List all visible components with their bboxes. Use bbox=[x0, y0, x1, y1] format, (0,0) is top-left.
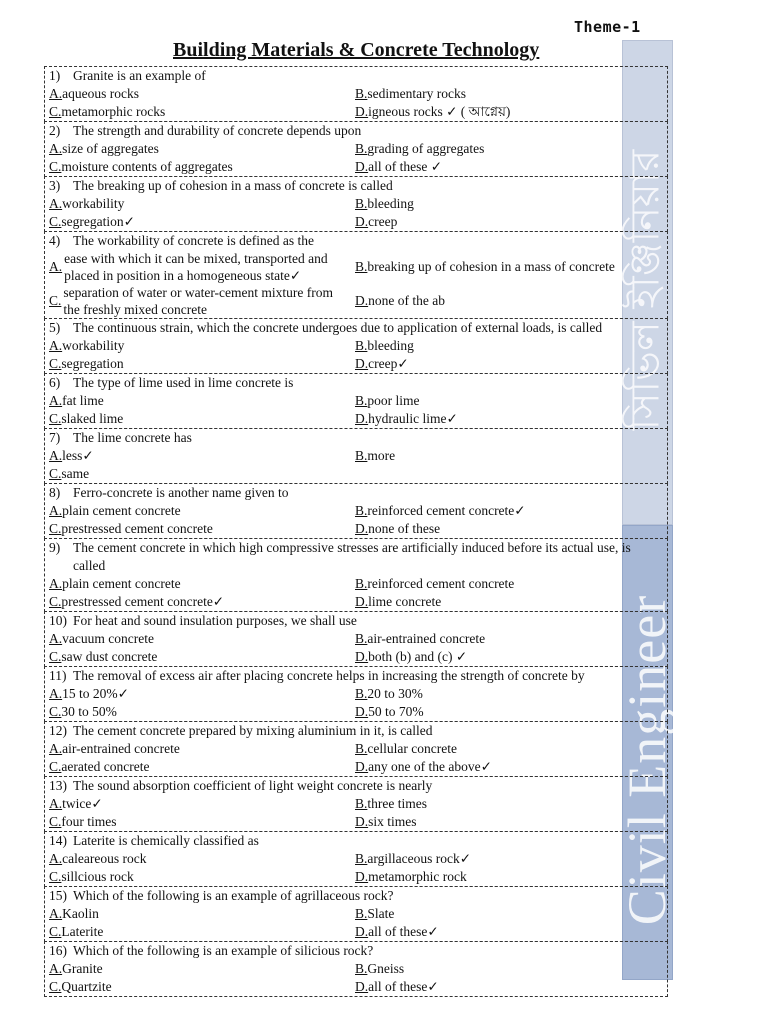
option-b bbox=[355, 250, 665, 284]
option-b bbox=[355, 85, 665, 103]
option-a bbox=[49, 905, 355, 923]
option-b bbox=[355, 195, 665, 213]
option-row bbox=[49, 195, 665, 213]
option-b bbox=[355, 140, 665, 158]
question-stem bbox=[49, 67, 665, 85]
option-text: caleareous rock bbox=[62, 851, 147, 866]
option-text: less✓ bbox=[62, 448, 94, 463]
option-letter: B. bbox=[355, 741, 368, 756]
option-text: plain cement concrete bbox=[62, 503, 181, 518]
option-text: argillaceous rock✓ bbox=[367, 851, 472, 866]
option-text: prestressed cement concrete bbox=[61, 521, 213, 536]
option-text: bleeding bbox=[367, 196, 414, 211]
option-c bbox=[49, 813, 355, 831]
question-text: Which of the following is an example of agrillaceous rock? bbox=[73, 888, 394, 903]
option-b bbox=[355, 960, 665, 978]
option-a bbox=[49, 140, 355, 158]
option-row bbox=[49, 850, 665, 868]
option-d bbox=[355, 868, 665, 886]
question-stem bbox=[49, 122, 665, 140]
option-d bbox=[355, 410, 665, 428]
option-letter: A. bbox=[49, 196, 63, 211]
question-stem bbox=[49, 777, 665, 795]
option-text: sedimentary rocks bbox=[367, 86, 466, 101]
option-c bbox=[49, 410, 355, 428]
option-text: none of these bbox=[368, 521, 441, 536]
option-text: hydraulic lime✓ bbox=[368, 411, 458, 426]
question-block bbox=[44, 941, 668, 997]
option-letter: C. bbox=[49, 293, 62, 308]
question-text: The strength and durability of concrete depends upon bbox=[73, 123, 362, 138]
option-text: three times bbox=[367, 796, 427, 811]
question-block bbox=[44, 231, 668, 319]
option-text: twice✓ bbox=[62, 796, 103, 811]
option-text: any one of the above✓ bbox=[368, 759, 492, 774]
question-number: 2) bbox=[49, 123, 61, 138]
option-a bbox=[49, 502, 355, 520]
option-text: segregation✓ bbox=[61, 214, 135, 229]
question-text: The cement concrete prepared by mixing aluminium in it, is called bbox=[73, 723, 433, 738]
option-text: Quartzite bbox=[61, 979, 112, 994]
option-letter: D. bbox=[355, 704, 369, 719]
option-c bbox=[49, 868, 355, 886]
option-text: sillcious rock bbox=[61, 869, 134, 884]
option-text: moisture contents of aggregates bbox=[61, 159, 233, 174]
option-text: ease with which it can be mixed, transported and placed in position in a homogeneous state✓ bbox=[64, 251, 328, 283]
option-a bbox=[49, 447, 355, 465]
option-a bbox=[49, 85, 355, 103]
option-text: creep bbox=[368, 214, 398, 229]
question-number: 15) bbox=[49, 888, 67, 903]
option-letter: A. bbox=[49, 576, 63, 591]
option-row bbox=[49, 103, 665, 121]
option-letter: B. bbox=[355, 393, 368, 408]
option-text: fat lime bbox=[62, 393, 104, 408]
option-a bbox=[49, 685, 355, 703]
question-block bbox=[44, 176, 668, 232]
option-letter: C. bbox=[49, 521, 62, 536]
question-number: 10) bbox=[49, 613, 67, 628]
question-text: Granite is an example of bbox=[73, 68, 206, 83]
question-number: 5) bbox=[49, 320, 61, 335]
option-text: plain cement concrete bbox=[62, 576, 181, 591]
question-block bbox=[44, 318, 668, 374]
option-a bbox=[49, 630, 355, 648]
option-letter: A. bbox=[49, 741, 63, 756]
option-text: bleeding bbox=[367, 338, 414, 353]
question-number: 7) bbox=[49, 430, 61, 445]
option-b bbox=[355, 905, 665, 923]
option-letter: A. bbox=[49, 961, 63, 976]
option-row bbox=[49, 158, 665, 176]
option-letter: A. bbox=[49, 448, 63, 463]
option-row bbox=[49, 905, 665, 923]
question-number: 16) bbox=[49, 943, 67, 958]
option-letter: C. bbox=[49, 214, 62, 229]
option-c bbox=[49, 355, 355, 373]
question-block bbox=[44, 886, 668, 942]
option-row bbox=[49, 213, 665, 231]
question-text: Ferro-concrete is another name given to bbox=[73, 485, 289, 500]
option-row bbox=[49, 575, 665, 593]
option-text: vacuum concrete bbox=[62, 631, 154, 646]
option-d bbox=[355, 648, 665, 666]
option-letter: B. bbox=[355, 686, 368, 701]
option-letter: C. bbox=[49, 466, 62, 481]
option-text: air-entrained concrete bbox=[367, 631, 486, 646]
question-number: 12) bbox=[49, 723, 67, 738]
question-block bbox=[44, 721, 668, 777]
question-number: 13) bbox=[49, 778, 67, 793]
option-row bbox=[49, 593, 665, 611]
option-text: workability bbox=[62, 338, 125, 353]
question-number: 9) bbox=[49, 540, 61, 555]
option-b bbox=[355, 630, 665, 648]
question-stem bbox=[49, 539, 665, 575]
option-text: cellular concrete bbox=[367, 741, 457, 756]
option-letter: C. bbox=[49, 979, 62, 994]
option-b bbox=[355, 685, 665, 703]
question-number: 1) bbox=[49, 68, 61, 83]
question-number: 14) bbox=[49, 833, 67, 848]
option-row bbox=[49, 868, 665, 886]
option-letter: D. bbox=[355, 159, 369, 174]
option-b bbox=[355, 502, 665, 520]
option-row bbox=[49, 520, 665, 538]
option-c bbox=[49, 593, 355, 611]
option-a bbox=[49, 195, 355, 213]
option-text: grading of aggregates bbox=[367, 141, 485, 156]
option-d bbox=[355, 520, 665, 538]
question-block bbox=[44, 538, 668, 612]
option-letter: C. bbox=[49, 704, 62, 719]
option-letter: B. bbox=[355, 196, 368, 211]
question-block bbox=[44, 483, 668, 539]
option-d bbox=[355, 923, 665, 941]
option-letter: D. bbox=[355, 924, 369, 939]
option-letter: A. bbox=[49, 631, 63, 646]
question-stem bbox=[49, 429, 665, 447]
option-letter: B. bbox=[355, 259, 368, 274]
option-row bbox=[49, 740, 665, 758]
option-c bbox=[49, 284, 355, 318]
question-text: The sound absorption coefficient of light weight concrete is nearly bbox=[73, 778, 433, 793]
option-letter: B. bbox=[355, 448, 368, 463]
watermark-text: Civil Engineer bbox=[617, 594, 677, 926]
option-b bbox=[355, 850, 665, 868]
option-c bbox=[49, 520, 355, 538]
option-text: same bbox=[61, 466, 90, 481]
option-empty bbox=[355, 465, 665, 483]
option-c bbox=[49, 158, 355, 176]
option-text: prestressed cement concrete✓ bbox=[61, 594, 225, 609]
option-row bbox=[49, 813, 665, 831]
option-row bbox=[49, 923, 665, 941]
question-stem bbox=[49, 374, 665, 392]
option-letter: A. bbox=[49, 906, 63, 921]
option-row bbox=[49, 447, 665, 465]
option-letter: A. bbox=[49, 86, 63, 101]
option-letter: B. bbox=[355, 576, 368, 591]
option-letter: D. bbox=[355, 649, 369, 664]
question-text: The cement concrete in which high compressive stresses are artificially induced before its actual use, is called bbox=[73, 540, 631, 573]
option-text: separation of water or water-cement mixture from the freshly mixed concrete bbox=[63, 285, 334, 317]
option-text: slaked lime bbox=[61, 411, 124, 426]
option-d bbox=[355, 103, 665, 121]
option-letter: D. bbox=[355, 869, 369, 884]
question-text: The workability of concrete is defined as the bbox=[73, 233, 315, 248]
option-d bbox=[355, 213, 665, 231]
question-number: 4) bbox=[49, 233, 61, 248]
option-letter: C. bbox=[49, 814, 62, 829]
option-text: 20 to 30% bbox=[367, 686, 423, 701]
question-stem bbox=[49, 667, 665, 685]
option-text: air-entrained concrete bbox=[62, 741, 180, 756]
option-text: metamorphic rocks bbox=[61, 104, 166, 119]
question-stem bbox=[49, 232, 665, 250]
option-a bbox=[49, 337, 355, 355]
question-text: For heat and sound insulation purposes, we shall use bbox=[73, 613, 357, 628]
option-text: reinforced cement concrete✓ bbox=[367, 503, 526, 518]
question-stem bbox=[49, 319, 665, 337]
option-row bbox=[49, 630, 665, 648]
option-text: poor lime bbox=[367, 393, 420, 408]
option-b bbox=[355, 447, 665, 465]
option-letter: C. bbox=[49, 159, 62, 174]
option-a bbox=[49, 575, 355, 593]
option-letter: D. bbox=[355, 356, 369, 371]
option-a bbox=[49, 740, 355, 758]
option-text: Laterite bbox=[61, 924, 104, 939]
option-text: segregation bbox=[61, 356, 124, 371]
option-row bbox=[49, 960, 665, 978]
option-row bbox=[49, 703, 665, 721]
question-text: The continuous strain, which the concrete undergoes due to application of external loads, is called bbox=[73, 320, 603, 335]
option-b bbox=[355, 795, 665, 813]
option-text: Kaolin bbox=[62, 906, 99, 921]
option-text: all of these✓ bbox=[368, 924, 439, 939]
option-letter: B. bbox=[355, 851, 368, 866]
option-c bbox=[49, 465, 355, 483]
option-d bbox=[355, 158, 665, 176]
option-d bbox=[355, 978, 665, 996]
option-c bbox=[49, 213, 355, 231]
question-text: Which of the following is an example of silicious rock? bbox=[73, 943, 374, 958]
question-text: The lime concrete has bbox=[73, 430, 192, 445]
option-b bbox=[355, 740, 665, 758]
option-text: Slate bbox=[367, 906, 395, 921]
question-block bbox=[44, 121, 668, 177]
option-text: all of these ✓ bbox=[368, 159, 443, 174]
theme-label: Theme-1 bbox=[574, 18, 641, 36]
option-row bbox=[49, 648, 665, 666]
question-table bbox=[44, 67, 668, 997]
option-row bbox=[49, 392, 665, 410]
option-c bbox=[49, 923, 355, 941]
option-letter: B. bbox=[355, 338, 368, 353]
question-block bbox=[44, 611, 668, 667]
option-letter: D. bbox=[355, 814, 369, 829]
option-text: Granite bbox=[62, 961, 103, 976]
option-text: saw dust concrete bbox=[61, 649, 158, 664]
option-letter: C. bbox=[49, 104, 62, 119]
question-stem bbox=[49, 942, 665, 960]
option-letter: C. bbox=[49, 594, 62, 609]
option-letter: D. bbox=[355, 521, 369, 536]
question-number: 3) bbox=[49, 178, 61, 193]
option-a bbox=[49, 850, 355, 868]
option-letter: D. bbox=[355, 594, 369, 609]
question-number: 8) bbox=[49, 485, 61, 500]
option-letter: C. bbox=[49, 411, 62, 426]
option-letter: A. bbox=[49, 503, 63, 518]
option-a bbox=[49, 392, 355, 410]
option-a bbox=[49, 795, 355, 813]
question-stem bbox=[49, 612, 665, 630]
option-text: lime concrete bbox=[368, 594, 442, 609]
option-c bbox=[49, 978, 355, 996]
option-letter: D. bbox=[355, 759, 369, 774]
option-text: size of aggregates bbox=[62, 141, 159, 156]
option-c bbox=[49, 648, 355, 666]
option-row bbox=[49, 685, 665, 703]
option-text: reinforced cement concrete bbox=[367, 576, 515, 591]
question-text: The removal of excess air after placing concrete helps in increasing the strength of concrete by bbox=[73, 668, 585, 683]
option-row bbox=[49, 758, 665, 776]
option-text: igneous rocks ✓ ( আগ্নেয়) bbox=[368, 104, 511, 119]
option-letter: B. bbox=[355, 86, 368, 101]
question-text: Laterite is chemically classified as bbox=[73, 833, 259, 848]
question-stem bbox=[49, 722, 665, 740]
option-text: six times bbox=[368, 814, 417, 829]
option-row bbox=[49, 140, 665, 158]
option-text: none of the ab bbox=[368, 293, 445, 308]
option-text: all of these✓ bbox=[368, 979, 439, 994]
option-text: breaking up of cohesion in a mass of concrete bbox=[367, 259, 615, 274]
question-number: 11) bbox=[49, 668, 67, 683]
option-text: 50 to 70% bbox=[368, 704, 424, 719]
question-stem bbox=[49, 887, 665, 905]
option-d bbox=[355, 284, 665, 318]
option-letter: D. bbox=[355, 293, 369, 308]
question-text: The breaking up of cohesion in a mass of concrete is called bbox=[73, 178, 393, 193]
option-a bbox=[49, 250, 355, 284]
option-b bbox=[355, 337, 665, 355]
question-block bbox=[44, 373, 668, 429]
option-row bbox=[49, 410, 665, 428]
option-letter: A. bbox=[49, 259, 63, 274]
option-letter: A. bbox=[49, 796, 63, 811]
option-text: more bbox=[367, 448, 396, 463]
option-letter: A. bbox=[49, 393, 63, 408]
option-letter: B. bbox=[355, 141, 368, 156]
question-stem bbox=[49, 832, 665, 850]
option-text: Gneiss bbox=[367, 961, 405, 976]
option-letter: B. bbox=[355, 503, 368, 518]
option-b bbox=[355, 392, 665, 410]
question-block bbox=[44, 428, 668, 484]
option-d bbox=[355, 703, 665, 721]
option-c bbox=[49, 103, 355, 121]
option-text: aqueous rocks bbox=[62, 86, 139, 101]
option-d bbox=[355, 593, 665, 611]
question-block bbox=[44, 666, 668, 722]
option-text: metamorphic rock bbox=[368, 869, 467, 884]
option-letter: D. bbox=[355, 104, 369, 119]
option-letter: A. bbox=[49, 141, 63, 156]
option-letter: C. bbox=[49, 649, 62, 664]
option-letter: D. bbox=[355, 979, 369, 994]
watermark-script: সিভিল ইঞ্জিনিয়ার bbox=[622, 149, 669, 431]
question-text: The type of lime used in lime concrete is bbox=[73, 375, 294, 390]
option-row bbox=[49, 465, 665, 483]
option-text: both (b) and (c) ✓ bbox=[368, 649, 468, 664]
option-b bbox=[355, 575, 665, 593]
option-row bbox=[49, 795, 665, 813]
option-letter: A. bbox=[49, 851, 63, 866]
option-row bbox=[49, 502, 665, 520]
option-c bbox=[49, 758, 355, 776]
option-letter: C. bbox=[49, 356, 62, 371]
page-title: Building Materials & Concrete Technology bbox=[173, 39, 540, 61]
option-text: 30 to 50% bbox=[61, 704, 117, 719]
option-d bbox=[355, 758, 665, 776]
option-row bbox=[49, 284, 665, 318]
question-block bbox=[44, 66, 668, 122]
option-text: aerated concrete bbox=[61, 759, 150, 774]
option-letter: D. bbox=[355, 411, 369, 426]
option-letter: C. bbox=[49, 759, 62, 774]
option-row bbox=[49, 337, 665, 355]
option-d bbox=[355, 813, 665, 831]
question-number: 6) bbox=[49, 375, 61, 390]
option-text: 15 to 20%✓ bbox=[62, 686, 129, 701]
option-letter: B. bbox=[355, 631, 368, 646]
option-row bbox=[49, 355, 665, 373]
option-a bbox=[49, 960, 355, 978]
option-letter: C. bbox=[49, 869, 62, 884]
option-letter: D. bbox=[355, 214, 369, 229]
question-block bbox=[44, 776, 668, 832]
option-c bbox=[49, 703, 355, 721]
option-text: workability bbox=[62, 196, 125, 211]
option-letter: A. bbox=[49, 686, 63, 701]
option-d bbox=[355, 355, 665, 373]
option-letter: B. bbox=[355, 906, 368, 921]
option-letter: C. bbox=[49, 924, 62, 939]
option-letter: B. bbox=[355, 961, 368, 976]
option-row bbox=[49, 250, 665, 284]
option-letter: A. bbox=[49, 338, 63, 353]
option-row bbox=[49, 978, 665, 996]
question-stem bbox=[49, 177, 665, 195]
question-stem bbox=[49, 484, 665, 502]
option-text: four times bbox=[61, 814, 117, 829]
option-letter: B. bbox=[355, 796, 368, 811]
option-row bbox=[49, 85, 665, 103]
question-block bbox=[44, 831, 668, 887]
option-text: creep✓ bbox=[368, 356, 409, 371]
